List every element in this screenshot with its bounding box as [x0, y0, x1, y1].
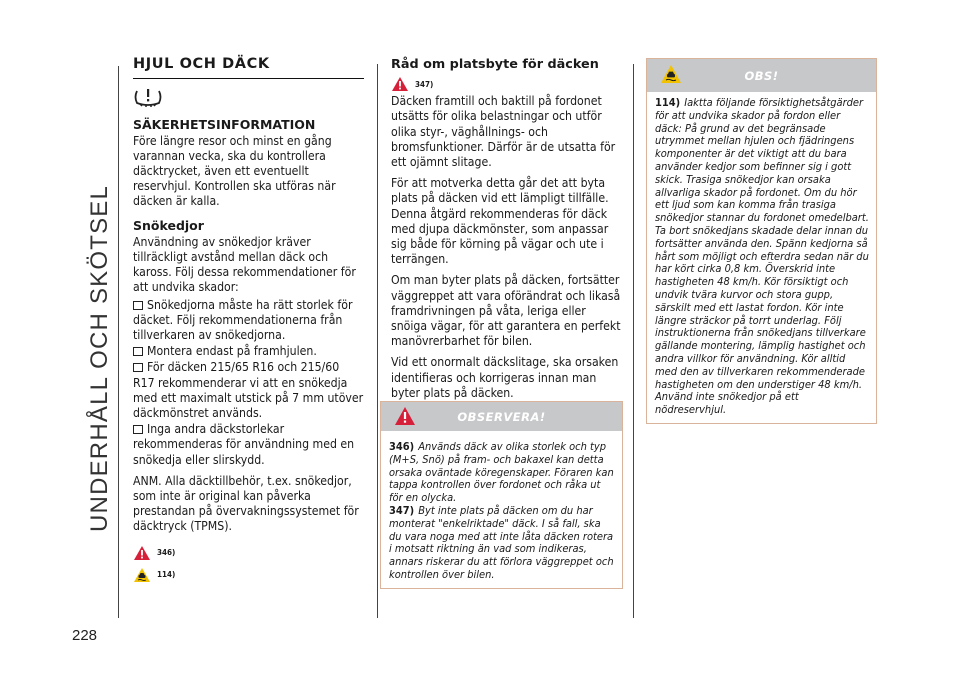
caution-box-body — [647, 92, 876, 423]
warning-box — [380, 401, 623, 589]
warning-item — [389, 441, 615, 505]
paragraph: För att motverka detta går det att byta plats på däcken vid ett lämpligt tillfälle. Denna åtgärd rekommenderas för däck med djupa däckmönster, som anpassar sig både för körning på vägar och ute i terrängen. — [391, 176, 609, 267]
list-item — [133, 422, 364, 468]
list-item-text: Inga andra däckstorlekar rekommenderas för användning med en snökedja eller slirskydd. — [133, 422, 355, 467]
caution-box-header — [647, 59, 876, 92]
warning-item-text: Byt inte plats på däcken om du har monterat "enkelriktade" däck. I så fall, ska du vara noga med att inte låta däcken rotera i motsatt riktning än vad som indikeras, annars riskerar du att förlora väggreppet och kontrollen över bilen. — [389, 503, 614, 581]
car-skid-icon — [660, 64, 682, 84]
caution-reference — [133, 567, 364, 583]
side-divider — [118, 66, 119, 618]
title-rule — [133, 78, 364, 79]
warning-triangle-icon — [394, 406, 416, 426]
paragraph: Däcken framtill och baktill på fordonet utsätts för olika belastningar och utför olika styr-, väghållnings- och bromsfunktioner. Därför är de utsatta för ett ojämnt slitage. — [391, 94, 616, 170]
warning-item — [389, 505, 615, 582]
warning-item-text: Används däck av olika storlek och typ (M+S, Snö) på fram- och bakaxel kan detta orsaka oväntade köregenskaper. Föraren kan tappa kontrollen över fordonet och råka ut för en olycka. — [389, 440, 614, 505]
warning-ref-number: 347) — [415, 79, 434, 89]
list-item-text: Montera endast på framhjulen. — [147, 344, 317, 359]
caution-item-text: Iaktta följande försiktighetsåtgärder för att undvika skador på fordon eller däck: På grund av det begränsade utrymmet mellan hjulen och fjädringens komponenter är det viktigt att du bara använder kedjor som befinner sig i gott skick. Trasiga snökedjor kan orsaka allvarliga skador på fordonet. Om du hör ett ljud som kan komma från trasiga snökedjor stannar du fordonet omedelbart. Ta bort snökedjans skadade delar innan du fortsätter använda den. Spänn kedjorna så hårt som möjligt och efterdra sedan när du har kört cirka 0,8 km. Överskrid inte hastigheten 48 km/h. Kör försiktigt och undvik tvära kurvor och stora gupp, särskilt med ett lastat fordon. Kör inte längre sträckor på torrt underlag. Följ instruktionerna från snökedjans tillverkare gällande montering, lämplig hastighet och andra villkor för användning. Kör alltid med den av tillverkaren rekommenderade hastigheten om den understiger 48 km/h. Använd inte snökedjor på ett nödreservhjul. — [655, 96, 869, 417]
caution-item-number: 114) — [655, 96, 681, 109]
safety-text: Före längre resor och minst en gång varannan vecka, ska du kontrollera däcktrycket, även ett eventuellt reservhjul. Kontrollen ska utföras när däcken är kalla. — [133, 133, 336, 209]
list-item — [133, 298, 364, 344]
list-item-text: Snökedjorna måste ha rätt storlek för däcket. Följ rekommendationerna från tillverkaren av snökedjorna. — [133, 297, 353, 343]
list-item — [133, 360, 364, 421]
rotation-title: Råd om platsbyte för däcken — [391, 57, 599, 72]
list-item-text: För däcken 215/65 R16 och 215/60 R17 rekommenderar vi att en snökedja med ett maximalt utstick på 7 mm utöver däckmönstret används. — [133, 360, 364, 421]
safety-heading: SÄKERHETSINFORMATION — [133, 117, 316, 133]
warning-box-title: OBSERVERA! — [457, 409, 546, 424]
warning-box-body — [381, 431, 622, 588]
column-2 — [391, 57, 623, 407]
caution-box — [646, 58, 877, 424]
warning-item-number: 347) — [389, 503, 415, 517]
caution-item — [655, 97, 869, 417]
square-bullet-icon — [133, 301, 143, 310]
list-item — [133, 344, 364, 359]
column-divider — [377, 64, 378, 618]
warning-box-header — [381, 402, 622, 431]
page-number: 228 — [72, 627, 98, 644]
paragraph: Om man byter plats på däcken, fortsätter väggreppet att vara oförändrat och likaså framdrivningen på våta, leriga eller snöiga vägar, för att garantera en perfekt manövrerbarhet för bilen. — [391, 273, 621, 349]
warning-triangle-icon — [133, 545, 151, 561]
snow-chains-heading: Snökedjor — [133, 217, 204, 233]
square-bullet-icon — [133, 425, 143, 434]
chapter-side-title: UNDERHÅLL OCH SKÖTSEL — [86, 184, 113, 532]
column-1 — [133, 57, 364, 589]
paragraph: Vid ett onormalt däckslitage, ska orsaken identifieras och korrigeras innan man byter plats på däcken. — [391, 355, 619, 400]
anm-note: ANM. Alla däcktillbehör, t.ex. snökedjor, som inte är original kan påverka prestandan på övervakningssystemet för däcktryck (TPMS). — [133, 473, 359, 534]
car-skid-icon — [133, 567, 151, 583]
square-bullet-icon — [133, 363, 143, 372]
warning-reference — [391, 76, 623, 92]
warning-triangle-icon — [391, 76, 409, 92]
warning-ref-number: 346) — [157, 548, 176, 558]
tpms-tyre-pressure-icon — [133, 87, 364, 111]
snow-chains-intro: Användning av snökedjor kräver tillräckligt avstånd mellan däck och kaross. Följ dessa rekommendationer för att undvika skador: — [133, 234, 356, 295]
square-bullet-icon — [133, 347, 143, 356]
warning-item-number: 346) — [389, 440, 415, 453]
caution-ref-number: 114) — [157, 570, 176, 580]
caution-box-title: OBS! — [744, 68, 779, 83]
warning-reference — [133, 545, 364, 561]
column-divider — [633, 64, 634, 618]
section-title: HJUL OCH DÄCK — [133, 56, 270, 72]
